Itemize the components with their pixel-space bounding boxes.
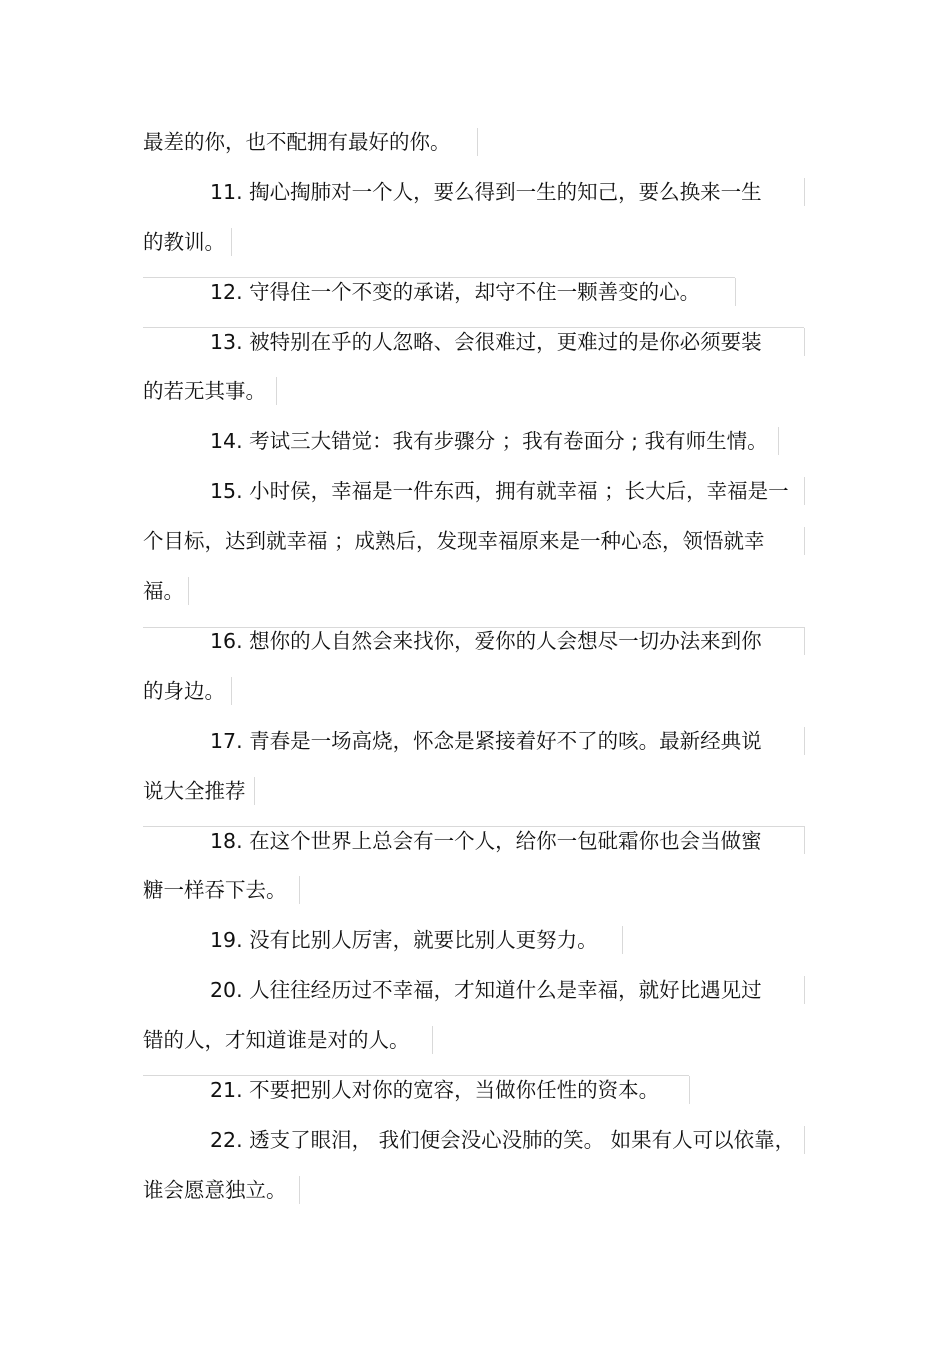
quote-20-line-1: 20. 人往往经历过不幸福，才知道什么是幸福，就好比遇见过 (210, 978, 762, 1002)
quote-18-line-2: 糖一样吞下去。 (143, 878, 287, 902)
quote-21: 21. 不要把别人对你的宽容，当做你任性的资本。 (210, 1078, 660, 1102)
quote-20-line-2: 错的人，才知道谁是对的人。 (143, 1028, 410, 1052)
quote-11-line-1: 11. 掏心掏肺对一个人，要么得到一生的知己，要么换来一生 (210, 180, 762, 204)
separator-mark (231, 677, 232, 705)
quote-16-line-2: 的身边。 (143, 679, 225, 703)
separator-mark (804, 976, 805, 1004)
text-line: 最差的你，也不配拥有最好的你。 (143, 130, 451, 154)
quote-17-line-2: 说大全推荐 (143, 779, 246, 803)
quote-15-line-2: 个目标，达到就幸福 ；成熟后，发现幸福原来是一种心态，领悟就幸 (143, 529, 765, 553)
quote-19: 19. 没有比别人厉害，就要比别人更努力。 (210, 928, 598, 952)
quote-15-line-3: 福。 (143, 579, 184, 603)
quote-16-line-1: 16. 想你的人自然会来找你，爱你的人会想尽一切办法来到你 (210, 629, 762, 653)
separator-mark (804, 527, 805, 555)
quote-22-line-1: 22. 透支了眼泪， 我们便会没心没肺的笑。 如果有人可以依靠， (210, 1128, 796, 1152)
separator-mark (804, 1126, 805, 1154)
quote-17-line-1: 17. 青春是一场高烧，怀念是紧接着好不了的咳。最新经典说 (210, 729, 762, 753)
separator-mark (622, 926, 623, 954)
separator-mark (804, 826, 805, 854)
separator-mark (735, 278, 736, 306)
separator-mark (804, 477, 805, 505)
quote-15-line-1: 15. 小时侯，幸福是一件东西，拥有就幸福 ；长大后，幸福是一 (210, 479, 789, 503)
separator-mark (276, 377, 277, 405)
quote-12: 12. 守得住一个不变的承诺，却守不住一颗善变的心。 (210, 280, 701, 304)
quote-13-line-1: 13. 被特别在乎的人忽略、会很难过，更难过的是你必须要装 (210, 330, 762, 354)
quote-14: 14. 考试三大错觉：我有步骤分 ；我有卷面分 ; 我有师生情。 (210, 429, 768, 453)
separator-mark (254, 777, 255, 805)
separator-mark (299, 1176, 300, 1204)
quote-18-line-1: 18. 在这个世界上总会有一个人，给你一包砒霜你也会当做蜜 (210, 829, 762, 853)
separator-mark (778, 427, 779, 455)
quote-11-line-2: 的教训。 (143, 230, 225, 254)
quote-13-line-2: 的若无其事。 (143, 379, 266, 403)
separator-mark (804, 178, 805, 206)
separator-mark (804, 727, 805, 755)
quote-22-line-2: 谁会愿意独立。 (143, 1178, 287, 1202)
separator-mark (188, 577, 189, 605)
separator-mark (477, 128, 478, 156)
separator-mark (804, 627, 805, 655)
separator-mark (231, 228, 232, 256)
separator-mark (432, 1026, 433, 1054)
separator-mark (299, 876, 300, 904)
separator-mark (689, 1076, 690, 1104)
separator-mark (804, 328, 805, 356)
